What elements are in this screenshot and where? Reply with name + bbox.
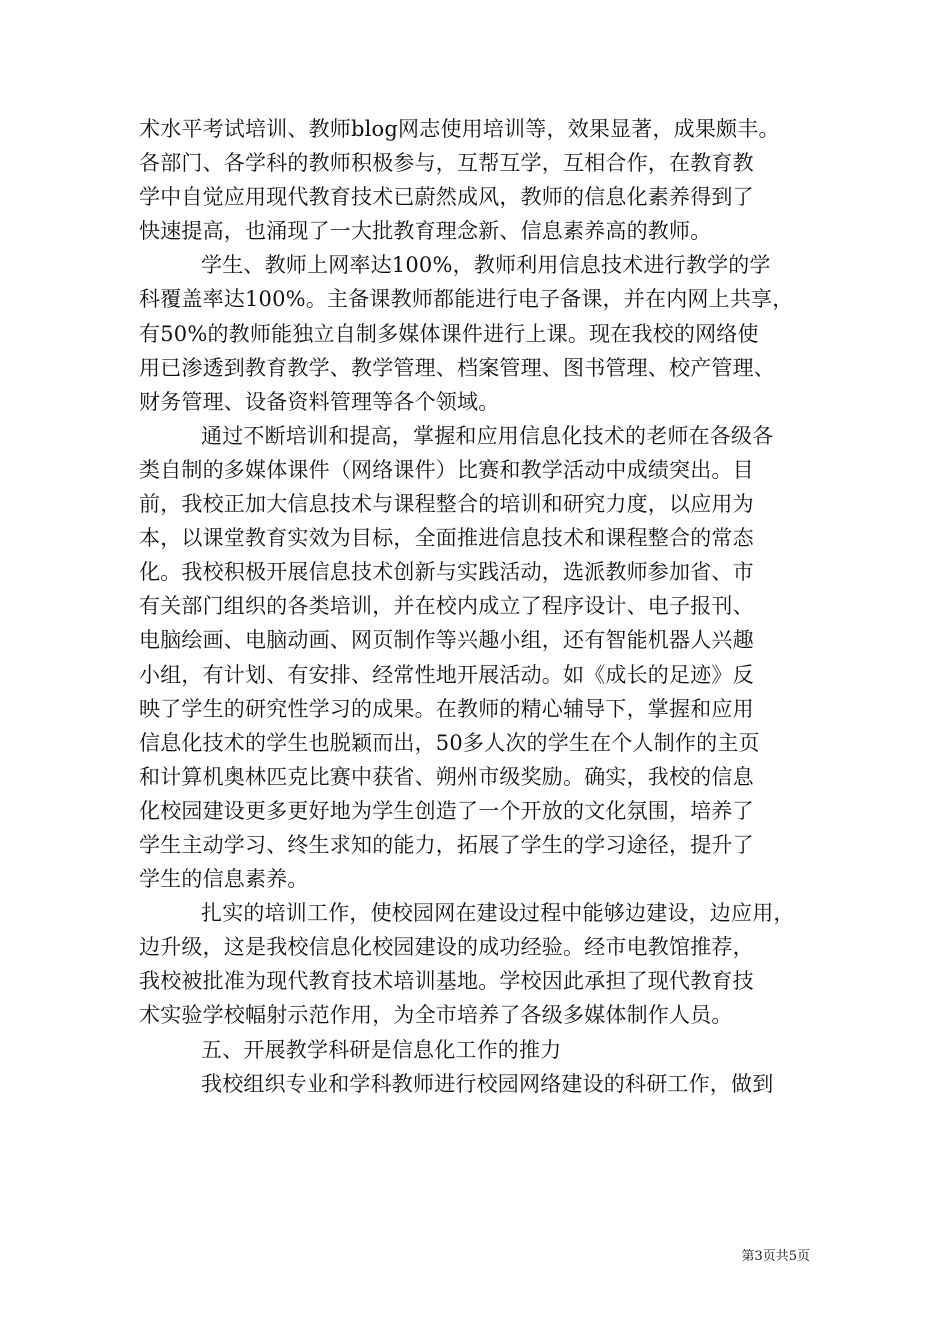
- text-line: 小组，有计划、有安排、经常性地开展活动。如《成长的足迹》反: [139, 662, 754, 687]
- text-line: 边升级，这是我校信息化校园建设的成功经验。经市电教馆推荐，: [139, 935, 754, 960]
- text-line: 有50%的教师能独立自制多媒体课件进行上课。现在我校的网络使: [139, 321, 759, 346]
- text-line: 信息化技术的学生也脱颖而出，50多人次的学生在个人制作的主页: [139, 730, 760, 755]
- text-line: 化。我校积极开展信息技术创新与实践活动，选派教师参加省、市: [139, 560, 754, 585]
- text-line: 类自制的多媒体课件（网络课件）比赛和教学活动中成绩突出。目: [139, 457, 754, 482]
- text-line: 科覆盖率达100%。主备课教师都能进行电子备课，并在内网上共享，: [139, 287, 794, 312]
- text-line: 学中自觉应用现代教育技术已蔚然成风，教师的信息化素养得到了: [139, 185, 754, 210]
- text-line: 前，我校正加大信息技术与课程整合的培训和研究力度，以应用为: [139, 492, 754, 517]
- text-line: 财务管理、设备资料管理等各个领域。: [139, 389, 500, 414]
- text-line: 快速提高，也涌现了一大批教育理念新、信息素养高的教师。: [139, 219, 712, 244]
- text-line: 术实验学校幅射示范作用，为全市培养了各级多媒体制作人员。: [139, 1003, 733, 1028]
- text-line: 通过不断培训和提高，掌握和应用信息化技术的老师在各级各: [201, 423, 774, 448]
- text-line: 我校被批准为现代教育技术培训基地。学校因此承担了现代教育技: [139, 969, 754, 994]
- text-line: 学生、教师上网率达100%，教师利用信息技术进行教学的学: [201, 253, 771, 278]
- text-line: 扎实的培训工作，使校园网在建设过程中能够边建设，边应用，: [201, 901, 795, 926]
- text-line: 映了学生的研究性学习的成果。在教师的精心辅导下，掌握和应用: [139, 696, 754, 721]
- text-line: 电脑绘画、电脑动画、网页制作等兴趣小组，还有智能机器人兴趣: [139, 628, 754, 653]
- text-line: 有关部门组织的各类培训，并在校内成立了程序设计、电子报刊、: [139, 594, 754, 619]
- section-heading: 五、开展教学科研是信息化工作的推力: [201, 1037, 562, 1062]
- text-line: 和计算机奥林匹克比赛中获省、朔州市级奖励。确实，我校的信息: [139, 764, 754, 789]
- body-text: [139, 112, 819, 1101]
- text-line: 用已渗透到教育教学、教学管理、档案管理、图书管理、校产管理、: [139, 355, 775, 380]
- text-line: 我校组织专业和学科教师进行校园网络建设的科研工作，做到: [201, 1071, 774, 1096]
- page-number: 第3页共5页: [741, 1249, 810, 1264]
- text-line: 术水平考试培训、教师blog网志使用培训等，效果显著，成果颇丰。: [139, 117, 780, 141]
- text-line: 各部门、各学科的教师积极参与，互帮互学，互相合作，在教育教: [139, 151, 754, 176]
- text-line: 学生主动学习、终生求知的能力，拓展了学生的学习途径，提升了: [139, 832, 754, 857]
- text-line: 化校园建设更多更好地为学生创造了一个开放的文化氛围，培养了: [139, 798, 754, 823]
- text-line: 学生的信息素养。: [139, 867, 309, 892]
- text-line: 本，以课堂教育实效为目标，全面推进信息技术和课程整合的常态: [139, 526, 754, 551]
